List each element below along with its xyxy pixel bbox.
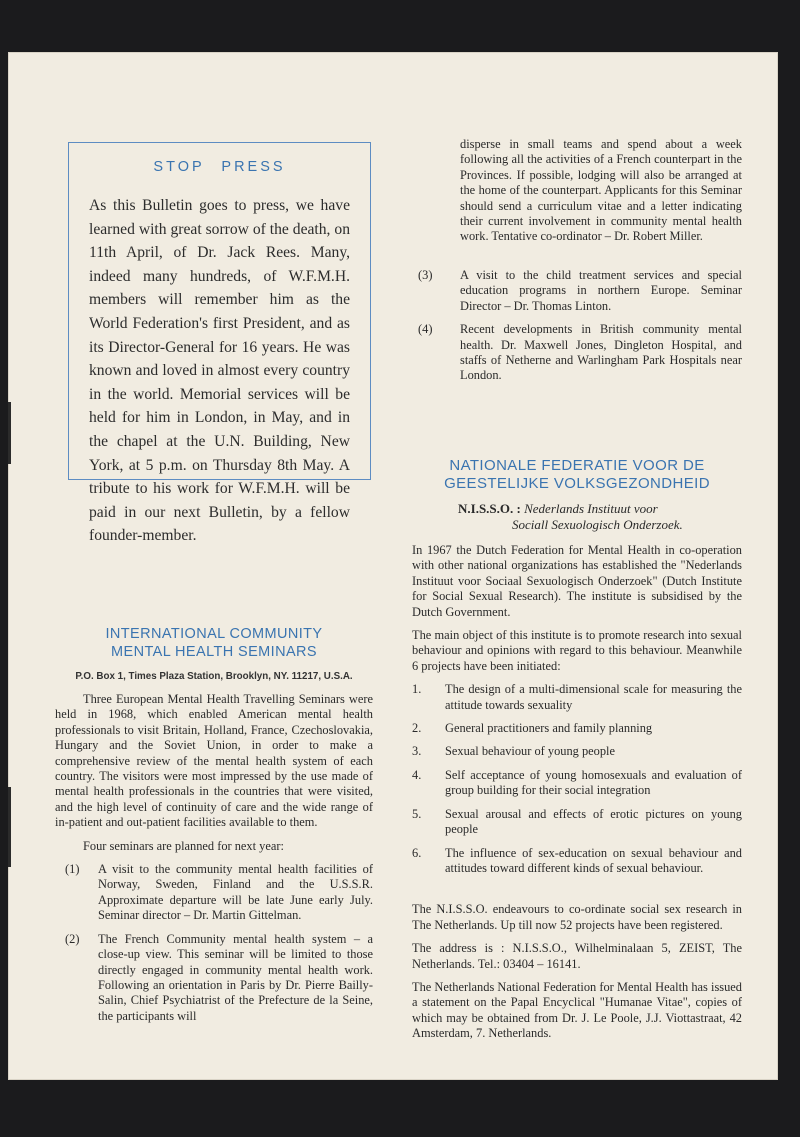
nfvg-paragraph-3: The N.I.S.S.O. endeavours to co-ordinate social sex research in The Netherlands. Up till now 52 projects have been registered. — [412, 902, 742, 932]
project-text: The influence of sex-education on sexual behaviour and attitudes toward different kinds of sexual behaviour. — [445, 845, 742, 875]
icmhs-paragraph-2: Four seminars are planned for next year: — [83, 838, 284, 853]
nfvg-paragraph-2: The main object of this institute is to promote research into sexual behaviour and opinions with regard to this behaviour. Meanwhile 6 projects have been initiated: — [412, 628, 742, 673]
nfvg-paragraph-5: The Netherlands National Federation for Mental Health has issued a statement on the Papal Encyclical "Humanae Vitae", copies of which may be obtained from Dr. J. Le Poole, J.J. Viottastraat, 42 Amsterdam, 7. Netherlands. — [412, 979, 742, 1041]
nfvg-project-item — [412, 744, 742, 759]
icmhs-list-continued — [412, 268, 742, 384]
project-number: 3. — [412, 744, 422, 759]
list-item-number: (3) — [418, 268, 433, 282]
list-item-number: (4) — [418, 322, 433, 337]
nfvg-subtitle — [412, 501, 742, 533]
icmhs-list-item — [65, 862, 373, 924]
nfvg-title-line2: GEESTELIJKE VOLKSGEZONDHEID — [444, 475, 710, 492]
list-item-text: A visit to the child treatment services and special education programs in northern Europe. Seminar Director – Dr. Thomas Linton. — [460, 268, 742, 313]
icmhs-section — [55, 625, 373, 1024]
nfvg-subtitle-acronym: N.I.S.S.O. : — [458, 501, 521, 516]
binder-mark-top — [8, 402, 11, 464]
icmhs-continued-text: disperse in small teams and spend about a week following all the activities of a French counterpart in the Provinces. If possible, lodging will also be arranged at the home of the counterpart. Applicants for this Seminar should send a curriculum vitae and a letter indicating their current involvement in community mental health work. Tentative co-ordinator – Dr. Robert Miller. — [460, 137, 742, 244]
project-number: 4. — [412, 767, 422, 782]
nfvg-project-item — [412, 768, 742, 799]
icmhs-title — [55, 625, 373, 661]
nfvg-subtitle-name-line1: Nederlands Instituut voor — [524, 501, 658, 516]
list-item-number: (2) — [65, 931, 80, 946]
icmhs-list-item — [412, 322, 742, 384]
stop-press-title: STOP PRESS — [153, 159, 286, 175]
list-item-text: A visit to the community mental health facilities of Norway, Sweden, Finland and the U.S.S.R. Approximate departure will be late June early July. Seminar director – Dr. Martin Gittelman. — [98, 862, 373, 923]
icmhs-continued — [460, 137, 742, 245]
project-text: The design of a multi-dimensional scale for measuring the attitude towards sexuality — [445, 682, 742, 712]
project-text: Sexual behaviour of young people — [445, 744, 615, 759]
nfvg-title — [412, 457, 742, 493]
project-number: 5. — [412, 806, 422, 821]
icmhs-address: P.O. Box 1, Times Plaza Station, Brooklyn, NY. 11217, U.S.A. — [75, 671, 353, 682]
list-item-number: (1) — [65, 862, 80, 877]
icmhs-list-item — [412, 268, 742, 314]
nfvg-project-item — [412, 682, 742, 713]
list-item-text: The French Community mental health system – a close-up view. This seminar will be limited to those directly engaged in community mental health work. Following an orientation in Paris by Dr. Pierre Bailly-Salin, Chief Psychiatrist of the Prefecture de la Seine, the participants will — [98, 931, 373, 1023]
project-number: 6. — [412, 845, 422, 860]
nfvg-title-line1: NATIONALE FEDERATIE VOOR DE — [449, 457, 705, 474]
stop-press-text: As this Bulletin goes to press, we have learned with great sorrow of the death, on 11th April, of Dr. Jack Rees. Many, indeed many hundreds, of W.F.M.H. members will remember him as the World Federation's first President, and as its Director-General for 16 years. He was known and loved in almost every country in the world. Memorial services will be held for him in London, in May, and in the chapel at the U.N. Building, New York, at 5 p.m. on Thursday 8th May. A tribute to his work for W.F.M.H. will be paid in our next Bulletin, by a fellow founder-member. — [89, 197, 350, 545]
icmhs-title-line1: INTERNATIONAL COMMUNITY — [105, 626, 323, 642]
stop-press-box — [68, 142, 371, 545]
binder-mark-bottom — [8, 787, 11, 867]
document-page — [8, 52, 778, 1080]
nfvg-paragraph-4: The address is : N.I.S.S.O., Wilhelminalaan 5, ZEIST, The Netherlands. Tel.: 03404 – 16141. — [412, 941, 742, 971]
nfvg-project-item — [412, 807, 742, 838]
nfvg-project-item — [412, 721, 742, 736]
nfvg-project-item — [412, 846, 742, 877]
icmhs-list-item — [65, 932, 373, 1024]
icmhs-paragraph-1: Three European Mental Health Travelling Seminars were held in 1968, which enabled American mental health professionals to visit Britain, Holland, France, Czechoslovakia, Hungary and the Soviet Union, in order to make a comprehensive review of the mental health system of each country. The visitors were most impressed by the use made of mental health professionals in the countries that were visited, and the high level of continuity of care and the wide range of in-patient and out-patient facilities available to them. — [55, 692, 373, 830]
project-text: General practitioners and family planning — [445, 721, 653, 736]
nfvg-subtitle-name-line2: Sociall Sexuologisch Onderzoek. — [512, 517, 683, 532]
list-item-text: Recent developments in British community mental health. Dr. Maxwell Jones, Dingleton Hospital, and staffs of Netherne and Warlingham Park Hospitals near London. — [460, 322, 742, 383]
nfvg-section — [412, 457, 742, 1042]
project-number: 1. — [412, 682, 422, 697]
nfvg-paragraph-1: In 1967 the Dutch Federation for Mental Health in co-operation with other national organizations has established the "Nederlands Instituut voor Sociaal Sexuologisch Onderzoek" (Dutch Institute for Social Sexual Research). The institute is subsidised by the Dutch Government. — [412, 543, 742, 619]
project-number: 2. — [412, 721, 422, 736]
icmhs-title-line2: MENTAL HEALTH SEMINARS — [111, 644, 317, 660]
project-text: Self acceptance of young homosexuals and evaluation of group building for their social integration — [445, 767, 742, 798]
project-text: Sexual arousal and effects of erotic pictures on young people — [445, 806, 742, 837]
